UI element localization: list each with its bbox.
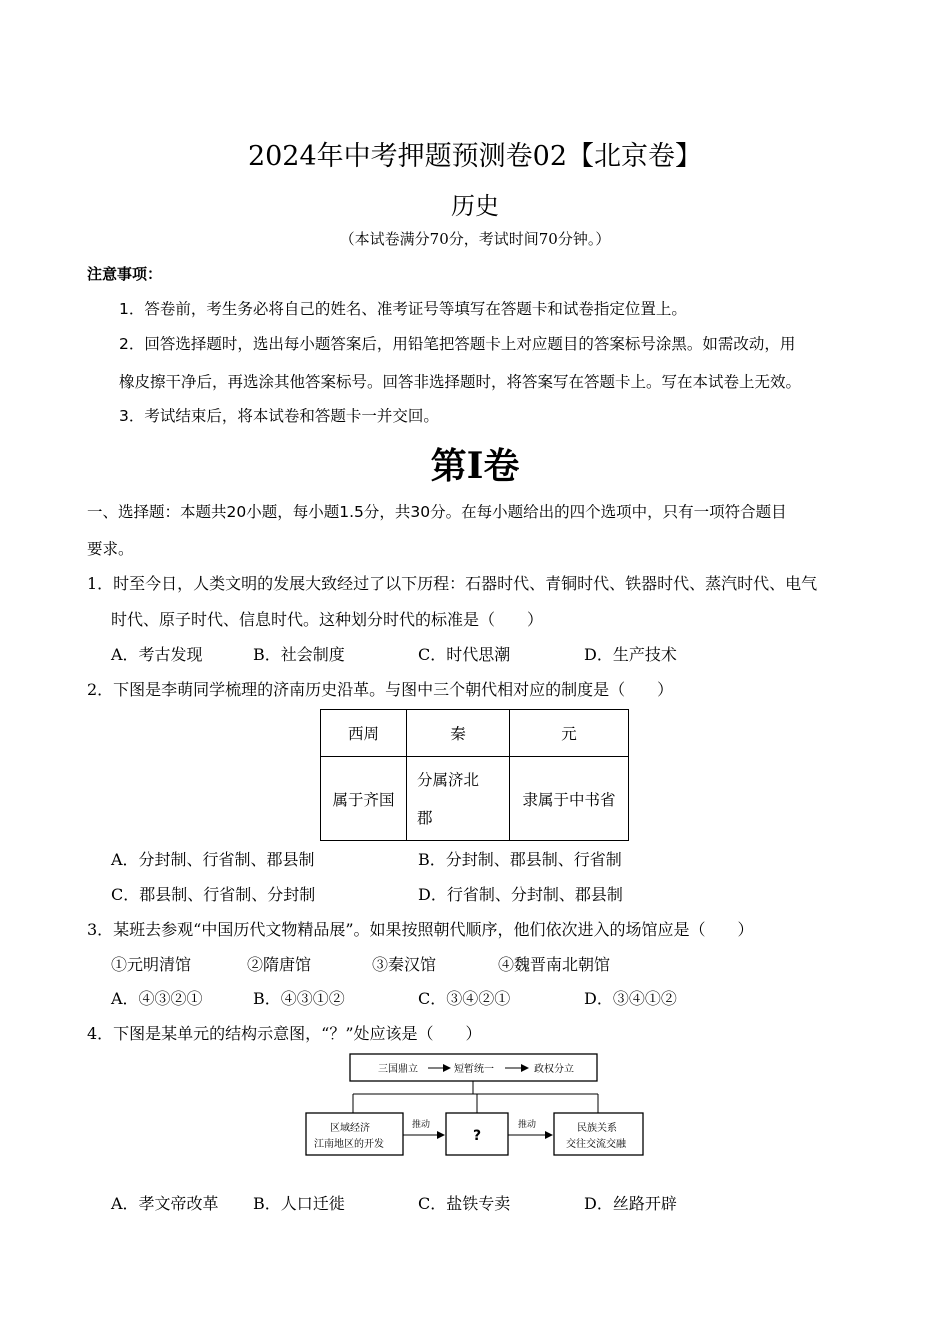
q1-stem: 1．时至今日，人类文明的发展大致经过了以下历程：石器时代、青铜时代、铁器时代、蒸汽时代、电气 <box>87 574 818 593</box>
table-header-xizhou: 西周 <box>321 710 407 757</box>
q2-stem: 2．下图是李萌同学梳理的济南历史沿革。与图中三个朝代相对应的制度是（ ） <box>87 680 674 699</box>
diagram-arrow-label-right: 推动 <box>518 1120 537 1130</box>
q2-option-b: B．分封制、郡县制、行省制 <box>418 850 622 869</box>
section-heading-cont: 要求。 <box>87 540 134 558</box>
q3-stem: 3．某班去参观“中国历代文物精品展”。如果按照朝代顺序，他们依次进入的场馆应是（ ） <box>87 920 754 939</box>
page-title: 2024年中考押题预测卷02【北京卷】 <box>247 141 703 172</box>
q1-option-a: A．考古发现 <box>111 645 203 664</box>
q2-option-a: A．分封制、行省制、郡县制 <box>111 850 315 869</box>
diagram-right-1: 民族关系 <box>577 1123 617 1134</box>
q4-stem: 4．下图是某单元的结构示意图，“？”处应该是（ ） <box>87 1024 482 1043</box>
q3-item-4: ④魏晋南北朝馆 <box>498 955 611 974</box>
q3-option-a: A．④③②① <box>111 989 203 1008</box>
diagram-arrow-label-left: 推动 <box>412 1120 431 1130</box>
q3-option-d: D．③④①② <box>584 989 677 1008</box>
q2-option-d: D．行省制、分封制、郡县制 <box>418 885 623 904</box>
table-cell-yuan: 隶属于中书省 <box>510 757 629 841</box>
notice-heading: 注意事项： <box>87 265 163 283</box>
q3-item-2: ②隋唐馆 <box>247 955 312 974</box>
notice-item-3: 3．考试结束后，将本试卷和答题卡一并交回。 <box>119 407 439 425</box>
q1-option-c: C．时代思潮 <box>418 645 511 664</box>
notice-item-2: 2．回答选择题时，选出每小题答案后，用铅笔把答题卡上对应题目的答案标号涂黑。如需改动，用 <box>119 335 796 353</box>
q2-table <box>320 709 629 841</box>
q3-option-b: B．④③①② <box>253 989 345 1008</box>
q1-option-d: D．生产技术 <box>584 645 677 664</box>
diagram-top-2: 短暂统一 <box>454 1064 494 1075</box>
diagram-right-2: 交往交流交融 <box>566 1139 626 1150</box>
table-header-yuan: 元 <box>510 710 629 757</box>
table-cell-xizhou: 属于齐国 <box>321 757 407 841</box>
notice-item-2-cont: 橡皮擦干净后，再选涂其他答案标号。回答非选择题时，将答案写在答题卡上。写在本试卷上无效。 <box>119 373 802 391</box>
q4-option-a: A．孝文帝改革 <box>111 1194 219 1213</box>
table-cell-qin-line1: 分属济北 <box>417 770 480 789</box>
notice-item-1: 1．答卷前，考生务必将自己的姓名、准考证号等填写在答题卡和试卷指定位置上。 <box>119 300 687 318</box>
q3-item-3: ③秦汉馆 <box>372 955 437 974</box>
q3-option-c: C．③④②① <box>418 989 511 1008</box>
q4-option-d: D．丝路开辟 <box>584 1194 677 1213</box>
q4-structure-diagram <box>300 1050 650 1160</box>
diagram-center: ? <box>472 1128 482 1144</box>
q1-option-b: B．社会制度 <box>253 645 345 664</box>
diagram-left-1: 区域经济 <box>330 1123 370 1134</box>
subject-title: 历史 <box>451 192 499 220</box>
section-heading: 一、选择题：本题共20小题，每小题1.5分，共30分。在每小题给出的四个选项中，只有一项符合题目 <box>87 503 787 521</box>
exam-info: （本试卷满分70分，考试时间70分钟。） <box>339 230 611 248</box>
q4-option-b: B．人口迁徙 <box>253 1194 345 1213</box>
volume-heading: 第I卷 <box>430 445 520 487</box>
diagram-top-1: 三国鼎立 <box>378 1064 418 1075</box>
q1-stem-cont: 时代、原子时代、信息时代。这种划分时代的标准是（ ） <box>111 610 544 629</box>
diagram-top-3: 政权分立 <box>534 1064 574 1075</box>
table-cell-qin-line2: 郡 <box>417 808 433 827</box>
table-header-qin: 秦 <box>407 710 510 757</box>
q4-option-c: C．盐铁专卖 <box>418 1194 511 1213</box>
table-cell-qin <box>407 757 510 841</box>
diagram-left-2: 江南地区的开发 <box>314 1139 384 1150</box>
q3-item-1: ①元明清馆 <box>111 955 192 974</box>
q2-option-c: C．郡县制、行省制、分封制 <box>111 885 316 904</box>
